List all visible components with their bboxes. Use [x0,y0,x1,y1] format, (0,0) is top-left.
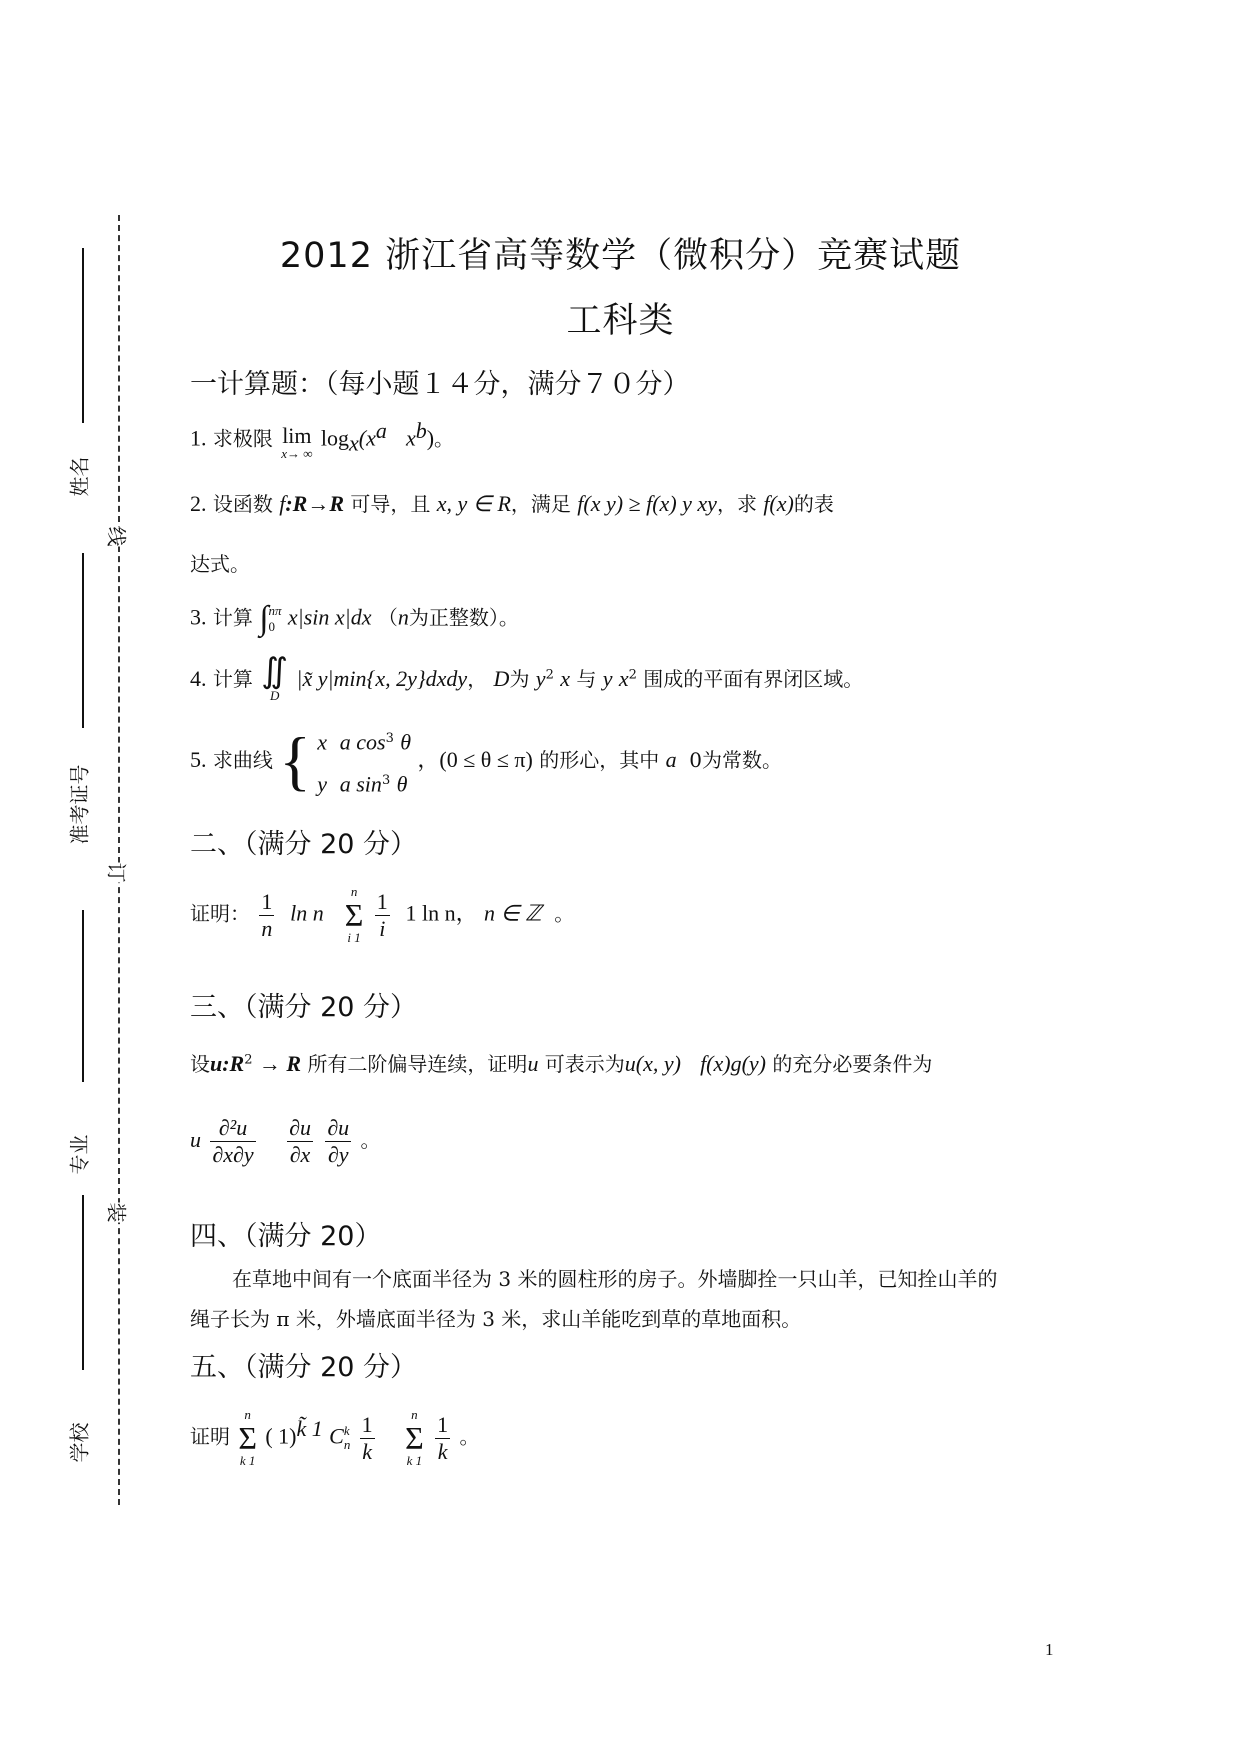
section-4-problem-line-1: 在草地中间有一个底面半径为 3 米的圆柱形的房子。外墙脚拴一只山羊，已知拴山羊的 [232,1267,998,1291]
school-write-line [82,1195,84,1370]
binding-dashed-line [118,215,120,1505]
section-5-proof: 证明 n Σ k 1 ( 1)$^{k̃ 1}$ C k n $\frac{1}{k}$ n Σ k 1 $\frac{1}{k}$ 。 [190,1407,480,1468]
question-4: 4. 计算 ∬ D |x̃ y|min{x, 2y}dxdy， D为 $y^2$ x 与 y $x^2$ 围成的平面有界闭区域。 [190,653,864,703]
page-title: 2012 浙江省高等数学（微积分）竞赛试题 [279,236,962,276]
field-exam-id-label: 准考证号 [67,764,92,845]
cut-mark-staple: 订 [104,863,133,883]
section-5-heading: 五、（满分 20 分） [190,1352,418,1383]
question-5: 5. 求曲线 { x a $\cos^3 \theta$ y a $\sin^3 \theta$ ，(0 ≤ θ ≤ π) 的形心，其中 a 0为常数。 [190,724,783,798]
section-4-heading: 四、（满分 20） [190,1221,382,1252]
field-major-label: 专业 [67,1134,92,1175]
question-1: 1. 求极限 lim x→ ∞ $\log_x(x^a$ $x^b$)。 [190,418,455,461]
integral-sign: ∫ [259,600,269,637]
field-name-label: 姓名 [67,456,92,497]
section-2-proof: 证明： $\frac{1}{n}$ ln n n Σ i 1 $\frac{1}{i}$ 1 ln n， n ∈ ℤ 。 [190,884,575,945]
section-4-problem-line-2: 绳子长为 π 米，外墙底面半径为 3 米，求山羊能吃到草的草地面积。 [190,1307,802,1331]
field-school-label: 学校 [67,1422,92,1463]
cut-mark-line: 线 [104,527,133,547]
exam-id-write-line [82,553,84,728]
page-number: 1 [1045,1640,1054,1659]
question-3: 3. 计算 ∫ nπ 0 x|sin x|dx （n为正整数）。 [190,600,519,637]
cut-mark-bind: 装 [104,1203,133,1223]
major-write-line [82,910,84,1082]
page-subtitle: 工科类 [566,301,675,341]
section-2-heading: 二、（满分 20 分） [190,829,418,860]
section-3-condition: u $\frac{\text{∂²u}}{\partial x\partial y}$ $\frac{\partial u}{\partial x}$ $\frac{\partial u}{\partial y}$ 。 [190,1115,381,1167]
section-1-heading: 一计算题：（每小题１４分，满分７０分） [190,369,690,400]
question-2-continued: 达式。 [190,552,250,576]
section-3-statement: 设$u:R^2 \to R$ 所有二阶偏导连续，证明u 可表示为u(x, y) f(x)g(y) 的充分必要条件为 [190,1051,933,1076]
left-brace: { [279,724,311,798]
double-integral-sign: ∬ [261,653,289,690]
question-2: 2. 设函数 f:R→R 可导，且 x, y ∈ R，满足 f(x y) ≥ f(x) y xy，求 f(x)的表 [190,491,834,516]
section-3-heading: 三、（满分 20 分） [190,992,418,1023]
